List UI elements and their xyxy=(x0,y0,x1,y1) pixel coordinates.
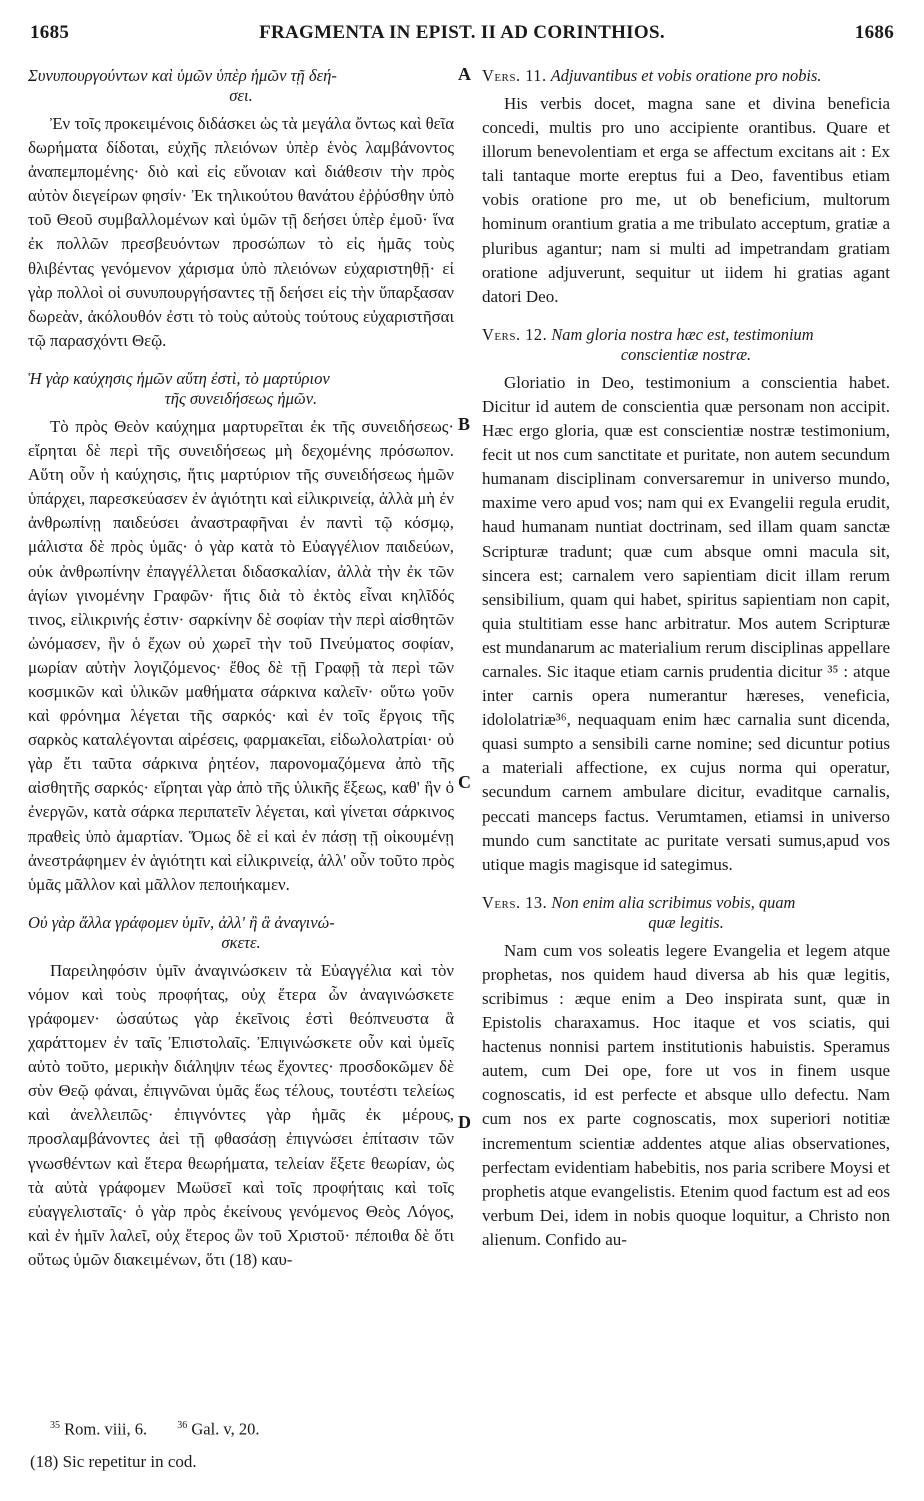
verse-13-label: Vers. 13. xyxy=(482,892,548,912)
verse-12-text-b: conscientiæ nostræ. xyxy=(620,344,752,364)
verse-12-text-a: Nam gloria nostra hæc est, testimonium xyxy=(551,324,814,344)
margin-marker-c: C xyxy=(458,772,471,792)
margin-marker-a: A xyxy=(458,64,471,84)
latin-paragraph-13: Nam cum vos soleatis legere Evangelia et legem atque prophetas, nos quidem haud diversa ab his quæ legitis, scribimus : æque enim a Deo inspirata sunt, quæ in Epistolis charaxamus. Hoc itaque et vos sciatis, qui hactenus nonnisi partem institutionis habuistis. Speramus autem, cum Dei ope, fore ut vos in finem usque cognoscatis, id est perfecte et absque ullo defectu. Nam cum nos ex parte cognoscatis, mox superiori notitiæ incrementum scientiæ addentes atque alias observationes, perfectam evidentiam habebitis, nos paria scribere Moysi et prophetis atque evangelistis. Etenim quod factum est ad eos verbum Dei, idem in nobis quoque loquitur, a Christo non alienum. Confido au- xyxy=(482,940,890,1249)
verse-13-text-a: Non enim alia scribimus vobis, quam xyxy=(551,892,796,912)
page-number-right: 1686 xyxy=(854,22,894,43)
greek-lemma-2-line-b: τῆς συνειδήσεως ἡμῶν. xyxy=(164,388,318,408)
editorial-note: (18) Sic repetitur in cod. xyxy=(30,1452,197,1471)
footnote-35 xyxy=(50,1414,147,1442)
latin-verse-13-heading xyxy=(482,893,890,933)
greek-lemma-2-line-a: Ἡ γὰρ καύχησις ἡμῶν αὕτη ἐστὶ, τὸ μαρτύριον xyxy=(28,368,330,388)
footnotes xyxy=(50,1414,470,1442)
latin-paragraph-11: His verbis docet, magna sane et divina beneficia concedi, multis pro uno accipiente orantibus. Quare et illorum benevolentiam et erga se affectum excitans ait : Ex tali tantaque morte ereptus fui a Deo, faventibus etiam vobis oratione pro me, ut ob beneficium, multorum hominum orantium gratia a me tribulato acceptum, gratiæ a pluribus agantur; nam si multi ad impetrandam gratiam oratione adjuverunt, sequitur ut iidem hi gratias agant datori Deo. xyxy=(482,94,890,306)
greek-lemma-1 xyxy=(28,66,454,106)
greek-paragraph-1: Ἐν τοῖς προκειμένοις διδάσκει ὡς τὰ μεγάλα ὄντως καὶ θεῖα δωρήματα δίδοται, εὐχῆς πλειόνων ὑπὲρ ἑνὸς λαμβάνοντος ἀναπεμπομένης· διὸ καὶ εἰς εὔνοιαν καὶ διάθεσιν τὴν πρὸς αὐτὸν διεγείρων φησίν· Ἐκ τηλικούτου θανάτου ἐῤῥύσθην ὑπὸ τοῦ Θεοῦ συμβαλλομένων καὶ ὑμῶν τῇ δεήσει ὑπὲρ ἐμοῦ· ἵνα ἐκ πολλῶν πρεσβευόντων προσώπων τὸ εἰς ἡμᾶς τοὺς θλιβέντας γενόμενον χάρισμα ὑπὸ πλειόνων εὐχαριστηθῇ· εἰ γὰρ πολλοὶ οἱ συνυπουργήσαντες τῇ δεήσει εἰς τὴν ὕπαρξασαν δωρεὰν, ἀκόλουθόν ἐστι τὸ τοὺς αὐτοὺς τούτους εὐχαριστῆσαι τῷ παρασχόντι Θεῷ. xyxy=(28,114,454,350)
page-title: FRAGMENTA IN EPIST. II AD CORINTHIOS. xyxy=(259,22,665,43)
verse-12-label: Vers. 12. xyxy=(482,324,548,344)
greek-paragraph-3: Παρειληφόσιν ὑμῖν ἀναγινώσκειν τὰ Εὐαγγέλια καὶ τὸν νόμον καὶ τοὺς προφήτας, οὐχ ἕτερα ὧν ἀναγινώσκετε γράφομεν· ὡσαύτως γὰρ ἐκεῖνοις ἐστὶ θεόπνευστα ἃ χαράττομεν ἐν ταῖς Ἐπιστολαῖς. Ἐπιγινώσκετε οὖν καὶ ὑμεῖς αὐτὸ τοῦτο, μερικὴν διάληψιν τέως ἔχοντες· προσδοκῶμεν δὲ σὺν Θεῷ φάναι, ἐπιγνῶναι ὑμᾶς ἕως τέλους, τουτέστι τελείως καὶ ἀνελλειπῶς· ἐπιγνόντες γὰρ ἡμᾶς ἐκ μέρους, προσλαμβάνοντες ἀεὶ τῇ φθασάσῃ ἐπιγνώσει ἐπίτασιν τῶν γνωσθέντων καὶ ἕτερα θεωρήματα, τελείαν ἕξετε θεωρίαν, ὡς τὰ αὐτὰ γράφομεν Μωϋσεῖ καὶ τοῖς προφήταις καὶ τοῖς εὐαγγελισταῖς· ὁ γὰρ πρὸς ἐκείνους γενόμενος Θεὸς Λόγος, καὶ ἐν ἡμῖν λαλεῖ, οὐχ ἕτερος ὢν τοῦ Χριστοῦ· πέποιθα δὲ ὅτι οὕτως ὑμῶν διακειμένων, ὅτι (18) καυ- xyxy=(28,960,454,1269)
footnote-35-number: 35 xyxy=(50,1420,60,1431)
verse-13-text-b: quæ legitis. xyxy=(648,912,724,932)
page-number-left: 1685 xyxy=(30,22,70,43)
margin-marker-d: D xyxy=(458,1112,471,1132)
greek-lemma-1-line-a: Συνυπουργούντων καὶ ὑμῶν ὑπὲρ ἡμῶν τῇ δεή- xyxy=(28,66,337,85)
footnote-36 xyxy=(177,1414,259,1442)
greek-lemma-2 xyxy=(28,369,454,409)
footnote-35-text: Rom. viii, 6. xyxy=(64,1419,148,1439)
footnote-36-text: Gal. v, 20. xyxy=(191,1419,260,1439)
greek-lemma-3-line-b: σκετε. xyxy=(221,932,261,952)
greek-paragraph-2: Τὸ πρὸς Θεὸν καύχημα μαρτυρεῖται ἐκ τῆς συνειδήσεως· εἴρηται δὲ περὶ τῆς συνειδήσεως μὴ δεχομένης πρόσωπον. Αὕτη οὖν ἡ καύχησις, ἥτις μαρτύριον τῆς συνειδήσεως ἡμῶν ὑπάρχει, παρεσκεύασεν ἐν ἁγιότητι καὶ εἰλικρινείᾳ, ἀλλὰ μὴ ἐν ἀνθρωπίνῃ παιδεύσει ἀναστραφῆναι ἐν παντὶ τῷ κόσμῳ, μάλιστα δὲ πρὸς ὑμᾶς· ὁ γὰρ κατὰ τὸ Εὐαγγέλιον παιδεύων, οὐκ ἀνθρωπίνην ἐπαγγέλλεται διδασκαλίαν, ἀλλὰ τὴν ἐκ τῶν ἁγίων γινομένην Γραφῶν· ἥτις διὰ τὸ ἐκτὸς εἶναι κηλῖδός τινος, εἰλικρινής ἐστιν· σαρκίνην δὲ σοφίαν τὴν περὶ αἰσθητῶν ὠνόμασεν, ἣν ὁ ἔχων οὐ χωρεῖ τὴν τοῦ Πνεύματος σοφίαν, μωρίαν αὐτὴν λογιζόμενος· ἔθος δὲ τῇ Γραφῇ τὰ περὶ τῶν κοσμικῶν καὶ ὑλικῶν μαθήματα σάρκινα καλεῖν· οὕτω γοῦν καὶ φρόνημα λέγεται τῆς σαρκός· καὶ ἐν τοῖς ἔργοις τῆς σαρκὸς καταλέγονται αἱρέσεις, φαρμακεῖαι, εἰδωλολατρίαι· οὐ γὰρ ἔτι ταῦτα σάρκινα ῥητέον, παρονομαζόμενα ἀπὸ τῆς αἰσθητῆς σαρκός· εἴρηται γὰρ ἀπὸ τῆς ὑλικῆς ἕξεως, καθ' ἣν ὁ ἐνεργῶν, κατὰ σάρκα περιπατεῖν λέγεται, καὶ γίνεται σάρκινος πραθεὶς ὑπὸ ἁμαρτίαν. Ὅμως δὲ εἰ καὶ ἐν πάσῃ τῇ οἰκουμένῃ ἀνεστράφημεν ἐν ἁγιότητι καὶ εἰλικρινείᾳ, ἀλλ' οὖν τοῦτο πρὸς ὑμᾶς μᾶλλον καὶ μᾶλλον πεποιήκαμεν. xyxy=(28,416,454,894)
greek-column xyxy=(28,64,454,1288)
greek-lemma-3-line-a: Οὐ γὰρ ἄλλα γράφομεν ὑμῖν, ἀλλ' ἢ ἃ ἀναγινώ- xyxy=(28,912,335,932)
latin-verse-12-heading xyxy=(482,325,890,365)
latin-verse-11-heading xyxy=(482,66,890,86)
greek-lemma-1-line-b: σει. xyxy=(229,86,253,105)
footnote-36-number: 36 xyxy=(177,1420,188,1431)
greek-lemma-3 xyxy=(28,913,454,953)
running-header xyxy=(30,22,894,52)
margin-marker-b: B xyxy=(458,414,471,434)
latin-paragraph-12: Gloriatio in Deo, testimonium a conscientia habet. Dicitur id autem de conscientia quæ personam non accipit. Hæc ergo gloria, quæ est conscientiæ nostræ testimonium, fecit ut nos cum sanctitate et puritate, non autem secundum humanam disciplinam conversaremur in universo mundo, maxime vero apud vos; nam qui ex Evangelii regula erudit, haud humanam nuntiat doctrinam, sed illam quam sanctæ Scripturæ tradunt; quæ cum absque omni macula sit, sincera est; carnalem vero sapientiam dicit illam rerum sensibilium, quam qui habet, spiritus sapientiam non capit, quia stultitiam esse hanc arbitratur. Mos autem Scripturæ est mundanarum ac materialium rerum disciplinas appellare carnales. Sic itaque etiam carnis prudentia dicitur ³⁵ : atque inter carnis opera numerantur hæreses, veneficia, idololatriæ³⁶, nequaquam enim hæc carnalia sunt dicenda, quasi sumpto a sensibili carne nomine; sed dicuntur potius a materiali affectione, ex cujus norma qui operatur, secundum carnem ambulare dicitur, evaditque carnalis, peccati manceps factus. Verumtamen, etiamsi in universo mundo cum sanctitate ac puritate versati sumus,apud vos utique magis magisque id sategimus. xyxy=(482,372,890,874)
verse-11-text: Adjuvantibus et vobis oratione pro nobis. xyxy=(550,66,822,85)
verse-11-label: Vers. 11. xyxy=(482,66,547,85)
latin-column xyxy=(482,64,890,1268)
